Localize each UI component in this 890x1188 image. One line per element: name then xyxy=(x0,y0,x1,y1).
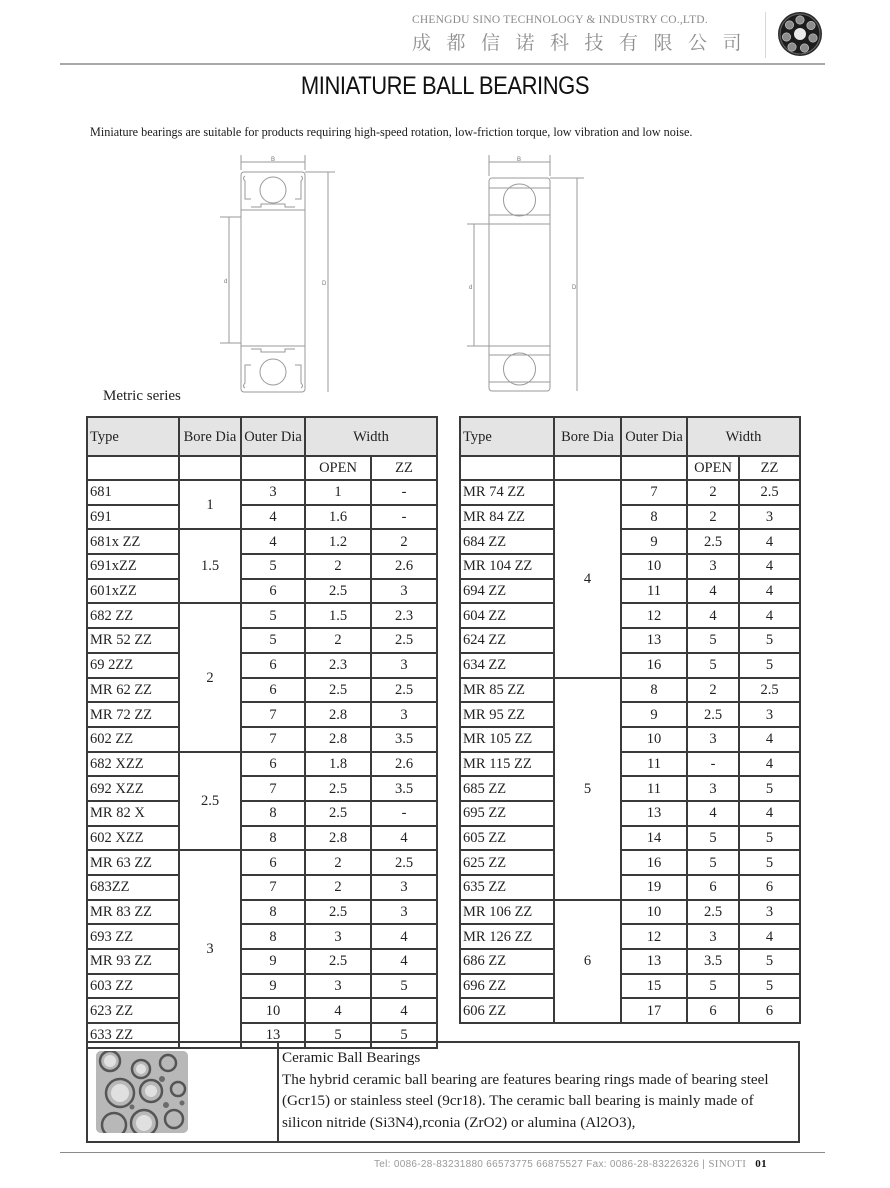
table-subheader-row xyxy=(87,456,437,480)
cell-width-open: 2.8 xyxy=(305,727,371,752)
table-row xyxy=(460,702,800,727)
cell-outer-dia: 14 xyxy=(621,826,687,851)
cell-outer-dia: 10 xyxy=(621,900,687,925)
cell-outer-dia: 7 xyxy=(241,776,305,801)
cell-bore-dia: 1 xyxy=(179,480,241,529)
cell-width-open: 2.5 xyxy=(687,702,739,727)
table-header-row xyxy=(87,417,437,456)
cell-type: 602 XZZ xyxy=(87,826,179,851)
table-row xyxy=(460,801,800,826)
cell-outer-dia: 8 xyxy=(241,801,305,826)
cell-type: MR 106 ZZ xyxy=(460,900,554,925)
footer-rule xyxy=(60,1152,825,1153)
table-row xyxy=(460,653,800,678)
company-name-english: CHENGDU SINO TECHNOLOGY & INDUSTRY CO.,LTD. xyxy=(412,14,708,26)
cell-width-zz: 5 xyxy=(739,653,800,678)
width-dim-label: B xyxy=(271,157,276,163)
ceramic-section xyxy=(86,1041,800,1143)
cell-type: 602 ZZ xyxy=(87,727,179,752)
cell-width-zz: 3 xyxy=(739,702,800,727)
cell-outer-dia: 7 xyxy=(241,875,305,900)
cell-width-open: 5 xyxy=(687,826,739,851)
cell-outer-dia: 7 xyxy=(241,727,305,752)
cell-outer-dia: 15 xyxy=(621,974,687,999)
cell-outer-dia: 10 xyxy=(621,727,687,752)
cell-width-open: - xyxy=(687,752,739,777)
cell-type: MR 52 ZZ xyxy=(87,628,179,653)
cell-width-open: 2 xyxy=(305,628,371,653)
cell-type: MR 93 ZZ xyxy=(87,949,179,974)
subheader-empty xyxy=(179,456,241,480)
cell-outer-dia: 8 xyxy=(241,900,305,925)
subheader-empty xyxy=(460,456,554,480)
cell-type: 606 ZZ xyxy=(460,998,554,1023)
cell-width-zz: 3.5 xyxy=(371,776,437,801)
table-row xyxy=(460,480,800,505)
cell-width-zz: 3 xyxy=(739,505,800,530)
cell-width-zz: 4 xyxy=(371,826,437,851)
cell-type: MR 126 ZZ xyxy=(460,924,554,949)
cell-width-zz: - xyxy=(371,505,437,530)
cell-type: 686 ZZ xyxy=(460,949,554,974)
cell-width-zz: 4 xyxy=(739,554,800,579)
header-type: Type xyxy=(460,417,554,456)
cell-width-zz: 3 xyxy=(371,653,437,678)
bearing-table-left xyxy=(86,416,438,1049)
cell-width-zz: 3 xyxy=(371,900,437,925)
table-row xyxy=(87,678,437,703)
cell-width-open: 2.8 xyxy=(305,702,371,727)
page-number: 01 xyxy=(755,1158,767,1170)
bore-dim-label: d xyxy=(224,279,228,285)
table-row xyxy=(87,480,437,505)
cell-width-zz: 2.5 xyxy=(371,850,437,875)
cell-type: 693 ZZ xyxy=(87,924,179,949)
cell-width-open: 3 xyxy=(687,727,739,752)
table-row xyxy=(460,998,800,1023)
cell-type: MR 84 ZZ xyxy=(460,505,554,530)
cell-outer-dia: 5 xyxy=(241,554,305,579)
cell-width-open: 2.5 xyxy=(305,949,371,974)
cell-type: 681x ZZ xyxy=(87,529,179,554)
cell-type: 681 xyxy=(87,480,179,505)
cell-type: MR 105 ZZ xyxy=(460,727,554,752)
cell-outer-dia: 12 xyxy=(621,924,687,949)
cell-type: 685 ZZ xyxy=(460,776,554,801)
cell-type: 683ZZ xyxy=(87,875,179,900)
header-outer-dia: Outer Dia xyxy=(241,417,305,456)
cell-bore-dia: 3 xyxy=(179,850,241,1048)
cell-bore-dia: 4 xyxy=(554,480,621,678)
cell-outer-dia: 4 xyxy=(241,505,305,530)
cell-type: 623 ZZ xyxy=(87,998,179,1023)
ceramic-bearings-photo xyxy=(96,1051,188,1133)
ceramic-image-cell xyxy=(88,1043,279,1141)
cell-width-open: 2.5 xyxy=(305,776,371,801)
table-row xyxy=(460,628,800,653)
table-subheader-row xyxy=(460,456,800,480)
cell-outer-dia: 19 xyxy=(621,875,687,900)
cell-width-open: 3 xyxy=(305,924,371,949)
table-header-row xyxy=(460,417,800,456)
cell-outer-dia: 12 xyxy=(621,603,687,628)
cell-type: 682 XZZ xyxy=(87,752,179,777)
cell-type: MR 85 ZZ xyxy=(460,678,554,703)
cell-width-open: 3 xyxy=(687,554,739,579)
cell-type: MR 104 ZZ xyxy=(460,554,554,579)
cell-width-zz: 6 xyxy=(739,875,800,900)
cell-width-open: 1.8 xyxy=(305,752,371,777)
cell-type: 604 ZZ xyxy=(460,603,554,628)
cell-width-open: 3.5 xyxy=(687,949,739,974)
table-row xyxy=(460,974,800,999)
cell-width-zz: 4 xyxy=(739,579,800,604)
cell-width-zz: 5 xyxy=(739,949,800,974)
cell-width-open: 3 xyxy=(687,776,739,801)
table-row xyxy=(460,554,800,579)
header-bore-dia: Bore Dia xyxy=(554,417,621,456)
cell-outer-dia: 5 xyxy=(241,628,305,653)
series-label: Metric series xyxy=(103,388,181,404)
cell-type: MR 74 ZZ xyxy=(460,480,554,505)
table-row xyxy=(87,801,437,826)
header-rule xyxy=(60,63,825,65)
cell-outer-dia: 6 xyxy=(241,579,305,604)
cell-outer-dia: 3 xyxy=(241,480,305,505)
cell-width-zz: 4 xyxy=(739,529,800,554)
table-row xyxy=(460,505,800,530)
cell-width-open: 5 xyxy=(687,628,739,653)
cell-width-open: 1.2 xyxy=(305,529,371,554)
cell-type: 633 ZZ xyxy=(87,1023,179,1048)
cell-outer-dia: 16 xyxy=(621,850,687,875)
table-row xyxy=(460,900,800,925)
cell-type: 692 XZZ xyxy=(87,776,179,801)
table-row xyxy=(87,752,437,777)
table-row xyxy=(87,924,437,949)
cell-width-zz: 3 xyxy=(739,900,800,925)
subheader-zz: ZZ xyxy=(739,456,800,480)
ceramic-body: The hybrid ceramic ball bearing are features bearing rings made of bearing steel (Gcr15) or stainless steel (9cr18). The ceramic ball bearing is mainly made of silicon nitride (Si3N4),rconia (ZrO2) or alumina (Al2O3), xyxy=(282,1070,769,1131)
header-width: Width xyxy=(687,417,800,456)
cell-type: MR 63 ZZ xyxy=(87,850,179,875)
table-row xyxy=(87,603,437,628)
bearing-table-right xyxy=(459,416,801,1024)
cell-width-open: 2 xyxy=(687,480,739,505)
subheader-zz: ZZ xyxy=(371,456,437,480)
cell-width-open: 5 xyxy=(687,653,739,678)
table-row xyxy=(87,875,437,900)
cell-width-open: 2 xyxy=(305,875,371,900)
cell-width-zz: 4 xyxy=(739,924,800,949)
cell-outer-dia: 9 xyxy=(241,949,305,974)
cell-width-zz: 4 xyxy=(739,752,800,777)
cell-outer-dia: 13 xyxy=(621,628,687,653)
table-row xyxy=(87,776,437,801)
table-row xyxy=(460,850,800,875)
subheader-open: OPEN xyxy=(687,456,739,480)
cell-width-open: 3 xyxy=(305,974,371,999)
header-type: Type xyxy=(87,417,179,456)
cell-width-open: 2.5 xyxy=(687,529,739,554)
table-row xyxy=(87,998,437,1023)
cell-outer-dia: 13 xyxy=(621,801,687,826)
subheader-empty xyxy=(554,456,621,480)
table-row xyxy=(87,653,437,678)
cell-type: MR 82 X xyxy=(87,801,179,826)
cell-width-open: 2 xyxy=(687,678,739,703)
cell-width-zz: - xyxy=(371,480,437,505)
cell-width-zz: 5 xyxy=(371,1023,437,1048)
cell-bore-dia: 2 xyxy=(179,603,241,751)
cell-width-zz: 3 xyxy=(371,875,437,900)
cell-width-zz: 3 xyxy=(371,579,437,604)
cell-width-open: 1.5 xyxy=(305,603,371,628)
cell-outer-dia: 4 xyxy=(241,529,305,554)
cell-width-zz: 5 xyxy=(739,974,800,999)
cell-width-open: 2.5 xyxy=(305,579,371,604)
table-row xyxy=(460,727,800,752)
cell-width-zz: 2.6 xyxy=(371,752,437,777)
cell-bore-dia: 2.5 xyxy=(179,752,241,851)
cell-width-open: 3 xyxy=(687,924,739,949)
table-row xyxy=(460,603,800,628)
table-row xyxy=(460,949,800,974)
cell-type: 634 ZZ xyxy=(460,653,554,678)
table-row xyxy=(87,900,437,925)
cell-type: MR 62 ZZ xyxy=(87,678,179,703)
cell-width-open: 2.5 xyxy=(305,678,371,703)
cell-width-open: 2 xyxy=(305,554,371,579)
table-row xyxy=(87,727,437,752)
table-row xyxy=(87,826,437,851)
cell-outer-dia: 5 xyxy=(241,603,305,628)
cell-type: 691xZZ xyxy=(87,554,179,579)
cell-width-zz: 5 xyxy=(371,974,437,999)
cell-type: 691 xyxy=(87,505,179,530)
subheader-empty xyxy=(241,456,305,480)
ceramic-description xyxy=(282,1047,794,1133)
cell-width-open: 6 xyxy=(687,998,739,1023)
cell-width-zz: 4 xyxy=(371,998,437,1023)
cell-width-zz: 5 xyxy=(739,776,800,801)
bearing-logo-icon xyxy=(777,11,823,57)
cell-width-zz: 3 xyxy=(371,702,437,727)
header-width: Width xyxy=(305,417,437,456)
cell-width-open: 2 xyxy=(305,850,371,875)
cell-width-zz: 2.5 xyxy=(739,678,800,703)
header-divider xyxy=(765,12,766,58)
company-name-chinese: 成都信诺科技有限公司 xyxy=(412,32,758,54)
table-row xyxy=(460,579,800,604)
cell-outer-dia: 6 xyxy=(241,653,305,678)
footer-brand: SINOTI xyxy=(708,1158,747,1170)
cell-outer-dia: 6 xyxy=(241,850,305,875)
page-title: MINIATURE BALL BEARINGS xyxy=(300,72,590,100)
cell-width-zz: 3.5 xyxy=(371,727,437,752)
table-row xyxy=(87,505,437,530)
shielded-bearing-drawing xyxy=(205,150,340,395)
cell-outer-dia: 8 xyxy=(621,505,687,530)
cell-outer-dia: 6 xyxy=(241,752,305,777)
cell-width-zz: 2.5 xyxy=(371,628,437,653)
cell-type: 603 ZZ xyxy=(87,974,179,999)
width-dim-label: B xyxy=(517,157,522,163)
cell-width-zz: 2 xyxy=(371,529,437,554)
cell-outer-dia: 9 xyxy=(621,529,687,554)
cell-type: MR 115 ZZ xyxy=(460,752,554,777)
cell-type: 601xZZ xyxy=(87,579,179,604)
table-row xyxy=(87,850,437,875)
cell-type: MR 83 ZZ xyxy=(87,900,179,925)
table-row xyxy=(87,628,437,653)
cell-bore-dia: 6 xyxy=(554,900,621,1023)
cell-width-zz: 5 xyxy=(739,628,800,653)
cell-outer-dia: 11 xyxy=(621,752,687,777)
cell-type: MR 72 ZZ xyxy=(87,702,179,727)
table-row xyxy=(87,949,437,974)
cell-width-zz: 2.5 xyxy=(739,480,800,505)
cell-width-zz: 4 xyxy=(739,603,800,628)
cell-bore-dia: 1.5 xyxy=(179,529,241,603)
subheader-empty xyxy=(87,456,179,480)
cell-outer-dia: 8 xyxy=(241,826,305,851)
cell-width-open: 5 xyxy=(687,850,739,875)
cell-type: 695 ZZ xyxy=(460,801,554,826)
table-row xyxy=(460,678,800,703)
outer-dim-label: D xyxy=(322,281,327,287)
cell-width-zz: 6 xyxy=(739,998,800,1023)
header-outer-dia: Outer Dia xyxy=(621,417,687,456)
bore-dim-label: d xyxy=(469,285,473,291)
cell-width-zz: 4 xyxy=(739,801,800,826)
cell-width-open: 4 xyxy=(687,801,739,826)
footer xyxy=(374,1158,767,1170)
footer-contact: Tel: 0086-28-83231880 66573775 66875527 Fax: 0086-28-83226326 | xyxy=(374,1159,706,1170)
cell-type: 624 ZZ xyxy=(460,628,554,653)
cell-type: 625 ZZ xyxy=(460,850,554,875)
subheader-empty xyxy=(621,456,687,480)
cell-width-open: 1.6 xyxy=(305,505,371,530)
subheader-open: OPEN xyxy=(305,456,371,480)
table-row xyxy=(460,776,800,801)
cell-type: 69 2ZZ xyxy=(87,653,179,678)
table-row xyxy=(87,579,437,604)
cell-width-open: 4 xyxy=(687,579,739,604)
cell-width-zz: 4 xyxy=(371,924,437,949)
cell-type: 694 ZZ xyxy=(460,579,554,604)
table-row xyxy=(460,529,800,554)
cell-outer-dia: 16 xyxy=(621,653,687,678)
cell-width-open: 2 xyxy=(687,505,739,530)
cell-type: 684 ZZ xyxy=(460,529,554,554)
cell-outer-dia: 7 xyxy=(241,702,305,727)
cell-type: 635 ZZ xyxy=(460,875,554,900)
cell-bore-dia: 5 xyxy=(554,678,621,900)
cell-width-open: 4 xyxy=(305,998,371,1023)
table-row xyxy=(460,752,800,777)
header-bore-dia: Bore Dia xyxy=(179,417,241,456)
cell-width-open: 6 xyxy=(687,875,739,900)
cell-outer-dia: 10 xyxy=(241,998,305,1023)
cell-width-open: 2.5 xyxy=(305,900,371,925)
cell-outer-dia: 13 xyxy=(241,1023,305,1048)
cell-outer-dia: 10 xyxy=(621,554,687,579)
cell-width-zz: - xyxy=(371,801,437,826)
ceramic-title: Ceramic Ball Bearings xyxy=(282,1049,421,1066)
table-row xyxy=(87,974,437,999)
cell-outer-dia: 11 xyxy=(621,579,687,604)
cell-width-open: 2.3 xyxy=(305,653,371,678)
cell-outer-dia: 11 xyxy=(621,776,687,801)
cell-outer-dia: 7 xyxy=(621,480,687,505)
cell-type: 605 ZZ xyxy=(460,826,554,851)
cell-width-open: 4 xyxy=(687,603,739,628)
cell-width-open: 5 xyxy=(687,974,739,999)
cell-outer-dia: 13 xyxy=(621,949,687,974)
cell-width-zz: 4 xyxy=(371,949,437,974)
cell-width-zz: 2.5 xyxy=(371,678,437,703)
cell-width-zz: 5 xyxy=(739,826,800,851)
table-row xyxy=(460,826,800,851)
cell-width-open: 1 xyxy=(305,480,371,505)
cell-outer-dia: 6 xyxy=(241,678,305,703)
intro-text: Miniature bearings are suitable for products requiring high-speed rotation, low-friction torque, low vibration and low noise. xyxy=(90,125,693,139)
table-row xyxy=(460,924,800,949)
cell-width-zz: 4 xyxy=(739,727,800,752)
cell-outer-dia: 17 xyxy=(621,998,687,1023)
table-row xyxy=(87,702,437,727)
cell-width-zz: 2.6 xyxy=(371,554,437,579)
cell-width-zz: 2.3 xyxy=(371,603,437,628)
cell-type: MR 95 ZZ xyxy=(460,702,554,727)
table-row xyxy=(87,554,437,579)
table-row xyxy=(460,875,800,900)
cell-type: 682 ZZ xyxy=(87,603,179,628)
cell-type: 696 ZZ xyxy=(460,974,554,999)
open-bearing-drawing xyxy=(462,150,597,395)
outer-dim-label: D xyxy=(572,285,577,291)
cell-outer-dia: 9 xyxy=(241,974,305,999)
cell-width-open: 5 xyxy=(305,1023,371,1048)
cell-outer-dia: 8 xyxy=(621,678,687,703)
cell-width-open: 2.8 xyxy=(305,826,371,851)
cell-width-zz: 5 xyxy=(739,850,800,875)
cell-outer-dia: 9 xyxy=(621,702,687,727)
cell-width-open: 2.5 xyxy=(687,900,739,925)
table-row xyxy=(87,529,437,554)
cell-outer-dia: 8 xyxy=(241,924,305,949)
cell-width-open: 2.5 xyxy=(305,801,371,826)
